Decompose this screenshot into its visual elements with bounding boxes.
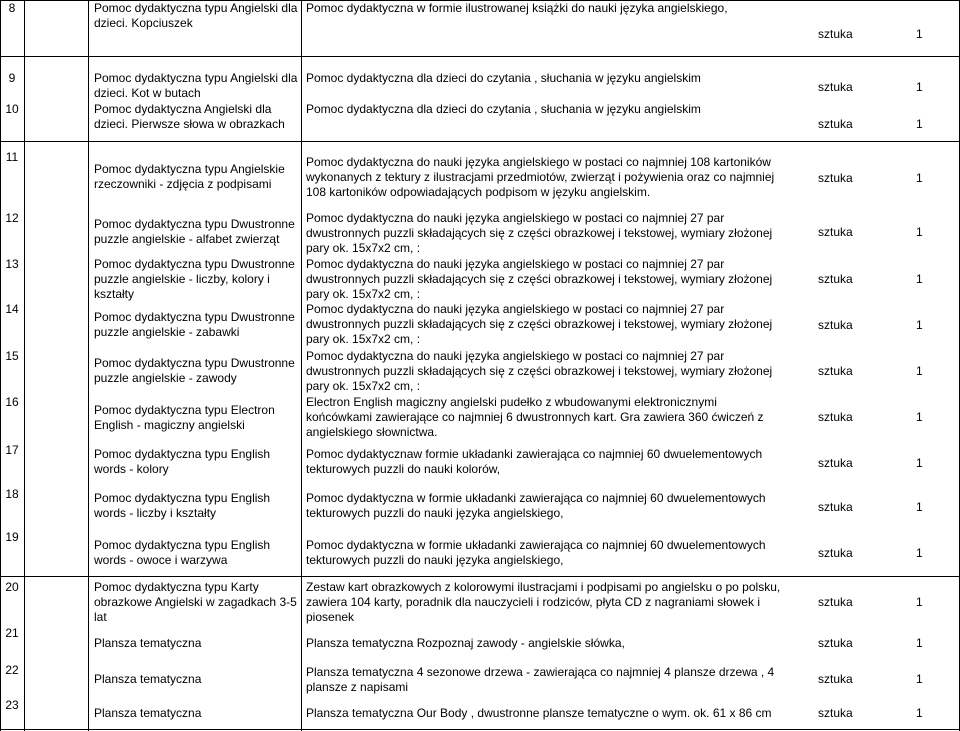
unit-label: sztuka bbox=[818, 80, 853, 94]
item-name-line: Plansza tematyczna bbox=[94, 636, 202, 650]
quantity-value: 1 bbox=[916, 500, 923, 514]
item-name-line: Pomoc dydaktyczna typu Angielskie bbox=[94, 162, 285, 176]
item-description-line: Pomoc dydaktyczna do nauki języka angielskiego w postaci co najmniej 108 kartoników bbox=[306, 155, 771, 169]
unit-label: sztuka bbox=[818, 27, 853, 41]
item-description-line: Pomoc dydaktyczna do nauki języka angielskiego w postaci co najmniej 27 par bbox=[306, 257, 725, 271]
item-description-line: Pomoc dydaktyczna do nauki języka angielskiego w postaci co najmniej 27 par bbox=[306, 349, 725, 363]
row-number: 16 bbox=[5, 395, 19, 409]
item-description-line: pary ok. 15x7x2 cm, : bbox=[306, 241, 421, 255]
item-description-line: dwustronnych puzzli składających się z części obrazkowej i tekstowej, wymiary złożonej bbox=[306, 317, 773, 331]
item-description-line: tekturowych puzzli do nauki języka angielskiego, bbox=[306, 506, 564, 520]
unit-label: sztuka bbox=[818, 272, 853, 286]
item-name-line: Pomoc dydaktyczna typu Dwustronne bbox=[94, 310, 295, 324]
unit-label: sztuka bbox=[818, 225, 853, 239]
item-description-line: Pomoc dydaktyczna dla dzieci do czytania , słuchania w języku angielskim bbox=[306, 102, 701, 116]
item-name-line: puzzle angielskie - liczby, kolory i bbox=[94, 272, 270, 286]
item-name-line: Pomoc dydaktyczna typu Angielski dla bbox=[94, 1, 298, 15]
table-border-vertical bbox=[88, 0, 89, 731]
item-description-line: Plansza tematyczna Our Body , dwustronne plansze tematyczne o wym. ok. 61 x 86 cm bbox=[306, 706, 772, 720]
item-description-line: tekturowych puzzli do nauki kolorów, bbox=[306, 462, 501, 476]
item-description-line: Electron English magiczny angielski pudełko z wbudowanymi elektronicznymi bbox=[306, 395, 717, 409]
quantity-value: 1 bbox=[916, 672, 923, 686]
row-number: 15 bbox=[5, 349, 19, 363]
unit-label: sztuka bbox=[818, 706, 853, 720]
unit-label: sztuka bbox=[818, 636, 853, 650]
item-description-line: Pomoc dydaktyczna do nauki języka angielskiego w postaci co najmniej 27 par bbox=[306, 211, 725, 225]
item-name-line: Pomoc dydaktyczna typu Angielski dla bbox=[94, 71, 298, 85]
item-name-line: words - owoce i warzywa bbox=[94, 553, 228, 567]
item-description-line: Pomoc dydaktyczna w formie układanki zawierająca co najmniej 60 dwuelementowych bbox=[306, 491, 766, 505]
item-name-line: Pomoc dydaktyczna typu Dwustronne bbox=[94, 257, 295, 271]
row-number: 22 bbox=[5, 663, 19, 677]
table-border-vertical bbox=[24, 0, 25, 731]
row-number: 18 bbox=[5, 487, 19, 501]
item-name-line: English - magiczny angielski bbox=[94, 418, 245, 432]
item-description-line: pary ok. 15x7x2 cm, : bbox=[306, 332, 421, 346]
item-name-line: Pomoc dydaktyczna Angielski dla bbox=[94, 102, 272, 116]
item-description-line: dwustronnych puzzli składających się z części obrazkowej i tekstowej, wymiary złożonej bbox=[306, 226, 773, 240]
item-description-line: wykonanych z tektury z ilustracjami przedmiotów, zwierząt i pożywienia oraz co najmniej bbox=[306, 170, 775, 184]
table-border-horizontal bbox=[0, 576, 960, 577]
item-description-line: Plansza tematyczna Rozpoznaj zawody - angielskie słówka, bbox=[306, 636, 625, 650]
item-name-line: Pomoc dydaktyczna typu Dwustronne bbox=[94, 356, 295, 370]
table-border-horizontal bbox=[0, 141, 960, 142]
row-number: 23 bbox=[5, 698, 19, 712]
item-description-line: 108 kartoników odpowiadających podpisom w języku angielskim. bbox=[306, 185, 651, 199]
item-name-line: Pomoc dydaktyczna typu Karty bbox=[94, 580, 259, 594]
item-name-line: puzzle angielskie - zabawki bbox=[94, 325, 240, 339]
item-name-line: rzeczowniki - zdjęcia z podpisami bbox=[94, 177, 272, 191]
item-description-line: pary ok. 15x7x2 cm, : bbox=[306, 287, 421, 301]
item-description-line: plansze z napisami bbox=[306, 680, 409, 694]
item-description-line: Pomoc dydaktyczna do nauki języka angielskiego w postaci co najmniej 27 par bbox=[306, 302, 725, 316]
row-number: 10 bbox=[5, 102, 19, 116]
quantity-value: 1 bbox=[916, 636, 923, 650]
item-description-line: dwustronnych puzzli składających się z części obrazkowej i tekstowej, wymiary złożonej bbox=[306, 364, 773, 378]
item-description-line: Plansza tematyczna 4 sezonowe drzewa - zawierająca co najmniej 4 plansze drzewa , 4 bbox=[306, 665, 775, 679]
table-border-horizontal bbox=[0, 729, 960, 730]
quantity-value: 1 bbox=[916, 117, 923, 131]
item-description-line: tekturowych puzzli do nauki języka angielskiego, bbox=[306, 553, 564, 567]
quantity-value: 1 bbox=[916, 318, 923, 332]
item-name-line: puzzle angielskie - zawody bbox=[94, 371, 237, 385]
table-border-vertical bbox=[301, 0, 302, 731]
row-number: 11 bbox=[5, 150, 19, 164]
quantity-value: 1 bbox=[916, 456, 923, 470]
item-description-line: Pomoc dydaktyczna w formie układanki zawierająca co najmniej 60 dwuelementowych bbox=[306, 538, 766, 552]
table-border-vertical bbox=[0, 0, 1, 731]
item-description-line: końcówkami zawierające co najmniej 6 dwustronnych kart. Gra zawiera 360 ćwiczeń z bbox=[306, 410, 764, 424]
item-name-line: obrazkowe Angielski w zagadkach 3-5 bbox=[94, 595, 297, 609]
quantity-value: 1 bbox=[916, 80, 923, 94]
quantity-value: 1 bbox=[916, 410, 923, 424]
item-name-line: words - kolory bbox=[94, 462, 169, 476]
unit-label: sztuka bbox=[818, 318, 853, 332]
item-description-line: dwustronnych puzzli składających się z części obrazkowej i tekstowej, wymiary złożonej bbox=[306, 272, 773, 286]
unit-label: sztuka bbox=[818, 456, 853, 470]
item-name-line: lat bbox=[94, 610, 107, 624]
item-description-line: zawiera 104 karty, poradnik dla nauczycieli i rodziców, płyta CD z nagraniami słowek i bbox=[306, 595, 760, 609]
row-number: 12 bbox=[5, 211, 19, 225]
item-name-line: Pomoc dydaktyczna typu English bbox=[94, 447, 271, 461]
unit-label: sztuka bbox=[818, 171, 853, 185]
unit-label: sztuka bbox=[818, 410, 853, 424]
row-number: 17 bbox=[5, 443, 19, 457]
item-description-line: pary ok. 15x7x2 cm, : bbox=[306, 379, 421, 393]
row-number: 19 bbox=[5, 530, 19, 544]
item-description-line: Pomoc dydaktyczna w formie ilustrowanej książki do nauki języka angielskiego, bbox=[306, 1, 728, 15]
row-number: 8 bbox=[8, 1, 16, 15]
item-name-line: kształty bbox=[94, 287, 135, 301]
row-number: 21 bbox=[5, 626, 19, 640]
quantity-value: 1 bbox=[916, 546, 923, 560]
unit-label: sztuka bbox=[818, 672, 853, 686]
unit-label: sztuka bbox=[818, 546, 853, 560]
quantity-value: 1 bbox=[916, 272, 923, 286]
quantity-value: 1 bbox=[916, 706, 923, 720]
item-description-line: Pomoc dydaktyczna dla dzieci do czytania , słuchania w języku angielskim bbox=[306, 71, 701, 85]
item-description-line: piosenek bbox=[306, 610, 355, 624]
row-number: 20 bbox=[5, 580, 19, 594]
unit-label: sztuka bbox=[818, 500, 853, 514]
item-name-line: Plansza tematyczna bbox=[94, 706, 202, 720]
item-description-line: Zestaw kart obrazkowych z kolorowymi ilustracjami i podpisami po angielsku o po polsku, bbox=[306, 580, 781, 594]
item-name-line: words - liczby i kształty bbox=[94, 506, 217, 520]
item-name-line: Pomoc dydaktyczna typu English bbox=[94, 491, 271, 505]
quantity-value: 1 bbox=[916, 171, 923, 185]
item-description-line: angielskiego słownictwa. bbox=[306, 425, 438, 439]
quantity-value: 1 bbox=[916, 225, 923, 239]
quantity-value: 1 bbox=[916, 27, 923, 41]
row-number: 13 bbox=[5, 257, 19, 271]
unit-label: sztuka bbox=[818, 117, 853, 131]
item-name-line: dzieci. Kot w butach bbox=[94, 86, 201, 100]
table-border-horizontal bbox=[0, 56, 960, 57]
item-name-line: Pomoc dydaktyczna typu Dwustronne bbox=[94, 217, 295, 231]
quantity-value: 1 bbox=[916, 595, 923, 609]
item-description-line: Pomoc dydaktycznaw formie układanki zawierająca co najmniej 60 dwuelementowych bbox=[306, 447, 763, 461]
item-name-line: Plansza tematyczna bbox=[94, 672, 202, 686]
unit-label: sztuka bbox=[818, 364, 853, 378]
unit-label: sztuka bbox=[818, 595, 853, 609]
quantity-value: 1 bbox=[916, 364, 923, 378]
item-name-line: Pomoc dydaktyczna typu English bbox=[94, 538, 271, 552]
item-name-line: Pomoc dydaktyczna typu Electron bbox=[94, 403, 275, 417]
row-number: 9 bbox=[8, 71, 16, 85]
item-name-line: dzieci. Kopciuszek bbox=[94, 16, 193, 30]
item-name-line: puzzle angielskie - alfabet zwierząt bbox=[94, 232, 280, 246]
row-number: 14 bbox=[5, 302, 19, 316]
item-name-line: dzieci. Pierwsze słowa w obrazkach bbox=[94, 117, 285, 131]
